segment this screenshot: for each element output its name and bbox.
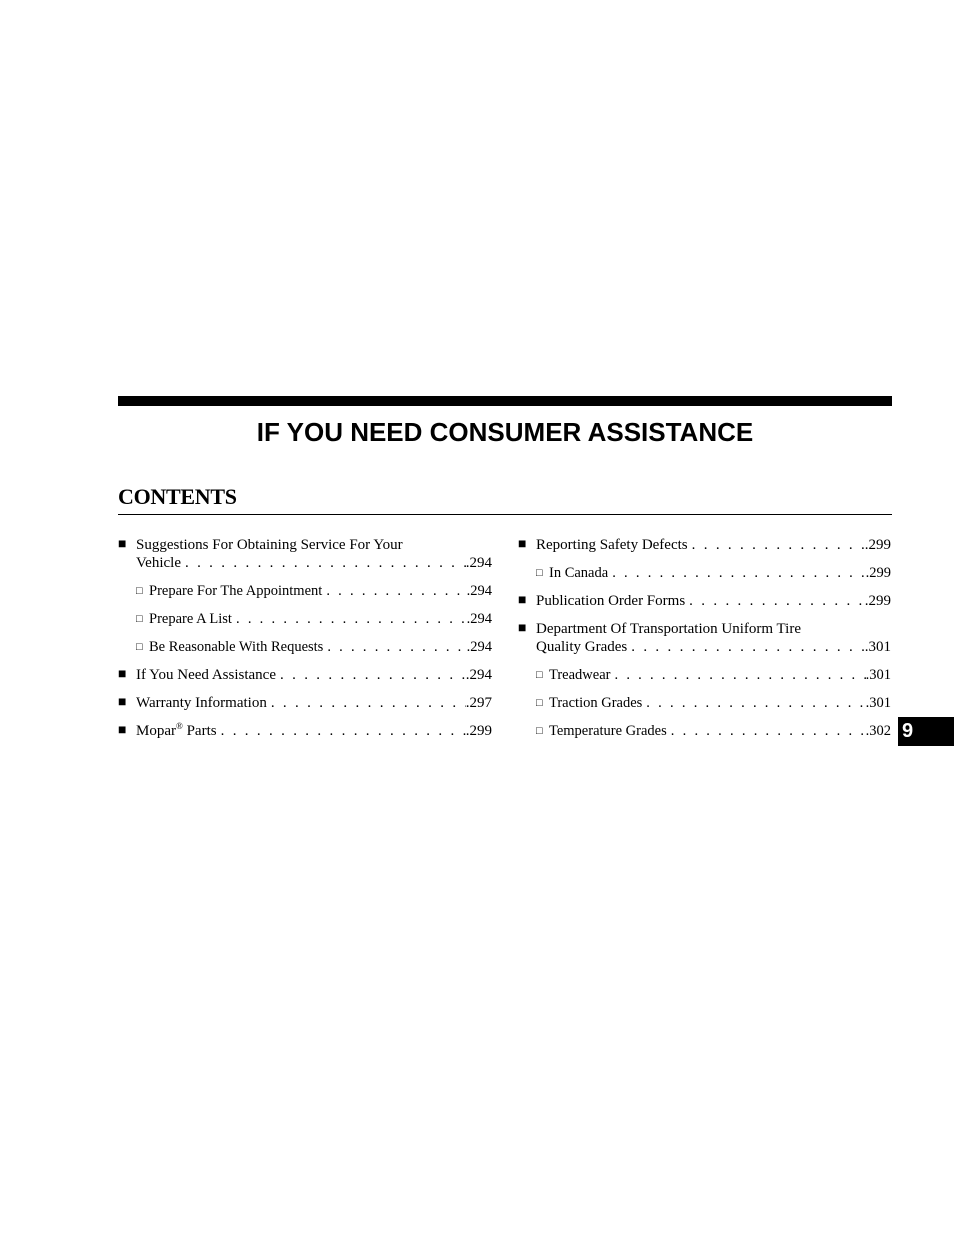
toc-entry-warranty-information[interactable] (118, 694, 492, 712)
toc-entry-text: Prepare For The Appointment (149, 583, 323, 599)
hollow-square-bullet-icon: □ (136, 613, 143, 625)
toc-page-number: .301 (865, 667, 891, 683)
toc-page-number: .294 (465, 555, 492, 571)
dot-leader (688, 536, 865, 554)
toc-entry-text: Publication Order Forms (536, 593, 686, 609)
toc-entry-text: Temperature Grades (549, 723, 667, 739)
toc-page-number: .299 (864, 593, 891, 609)
toc-entry-text: Quality Grades (536, 639, 628, 655)
toc-page-number: .294 (466, 583, 492, 599)
dot-leader (181, 554, 466, 572)
hollow-square-bullet-icon: □ (536, 567, 543, 579)
hollow-square-bullet-icon: □ (536, 669, 543, 681)
dot-leader (323, 638, 466, 656)
toc-page-number: .301 (865, 695, 891, 711)
contents-rule (118, 514, 892, 515)
chapter-tab-marker[interactable]: 9 (898, 717, 954, 746)
toc-entry-text (136, 722, 217, 740)
dot-leader (627, 638, 865, 656)
toc-right-column (518, 536, 891, 740)
toc-entry-text: If You Need Assistance (136, 667, 276, 683)
dot-leader (642, 694, 865, 712)
hollow-square-bullet-icon: □ (536, 697, 543, 709)
filled-square-bullet-icon: ■ (118, 667, 127, 682)
filled-square-bullet-icon: ■ (118, 695, 127, 710)
toc-page-number: .302 (865, 723, 891, 739)
hollow-square-bullet-icon: □ (136, 641, 143, 653)
dot-leader (276, 666, 466, 684)
toc-page-number: .299 (465, 723, 492, 739)
toc-page-number: .294 (465, 667, 492, 683)
toc-entry-in-canada[interactable] (518, 564, 891, 582)
toc-entry-mopar-parts[interactable] (118, 722, 492, 740)
toc-entry-publication-order-forms[interactable] (518, 592, 891, 610)
dot-leader (322, 582, 466, 600)
contents-heading: CONTENTS (118, 484, 237, 509)
chapter-top-rule (118, 396, 892, 406)
filled-square-bullet-icon: ■ (118, 537, 127, 552)
filled-square-bullet-icon: ■ (118, 723, 127, 738)
toc-page-number: .299 (865, 565, 891, 581)
dot-leader (232, 610, 467, 628)
hollow-square-bullet-icon: □ (536, 725, 543, 737)
toc-entry-text-parts: Parts (186, 723, 217, 739)
toc-entry-text: Traction Grades (549, 695, 643, 711)
toc-entry-text: Reporting Safety Defects (536, 537, 688, 553)
dot-leader (608, 564, 865, 582)
toc-entry-text: Be Reasonable With Requests (149, 639, 324, 655)
toc-entry-text: Vehicle (136, 555, 181, 571)
dot-leader (217, 722, 466, 740)
toc-entry-text-line1: Suggestions For Obtaining Service For Your (136, 537, 403, 553)
filled-square-bullet-icon: ■ (518, 537, 527, 552)
dot-leader (610, 666, 865, 684)
dot-leader (685, 592, 865, 610)
toc-entry-treadwear[interactable] (518, 666, 891, 684)
toc-entry-be-reasonable[interactable] (118, 638, 492, 656)
toc-entry-text: Warranty Information (136, 695, 267, 711)
toc-entry-text: In Canada (549, 565, 609, 581)
toc-entry-prepare-appointment[interactable] (118, 582, 492, 600)
toc-entry-text: Treadwear (549, 667, 611, 683)
toc-page-number: .299 (864, 537, 891, 553)
hollow-square-bullet-icon: □ (136, 585, 143, 597)
toc-entry-text-mopar: Mopar (136, 723, 176, 739)
toc-entry-temperature-grades[interactable] (518, 722, 891, 740)
registered-mark: ® (176, 721, 183, 731)
toc-entry-reporting-safety-defects[interactable] (518, 536, 891, 554)
chapter-title: IF YOU NEED CONSUMER ASSISTANCE (256, 417, 754, 447)
dot-leader (267, 694, 466, 712)
toc-entry-uniform-tire-quality-grades[interactable] (518, 620, 891, 656)
toc-entry-if-you-need-assistance[interactable] (118, 666, 492, 684)
toc-page-number: .297 (465, 695, 492, 711)
toc-entry-traction-grades[interactable] (518, 694, 891, 712)
toc-page-number: .301 (864, 639, 891, 655)
toc-page-number: .294 (466, 639, 492, 655)
toc-entry-prepare-list[interactable] (118, 610, 492, 628)
toc-entry-text: Prepare A List (149, 611, 232, 627)
filled-square-bullet-icon: ■ (518, 621, 527, 636)
filled-square-bullet-icon: ■ (518, 593, 527, 608)
toc-entry-suggestions[interactable] (118, 536, 492, 572)
dot-leader (667, 722, 866, 740)
toc-entry-text-line1: Department Of Transportation Uniform Tire (536, 621, 801, 637)
toc-left-column (118, 536, 492, 740)
toc-page-number: .294 (466, 611, 492, 627)
